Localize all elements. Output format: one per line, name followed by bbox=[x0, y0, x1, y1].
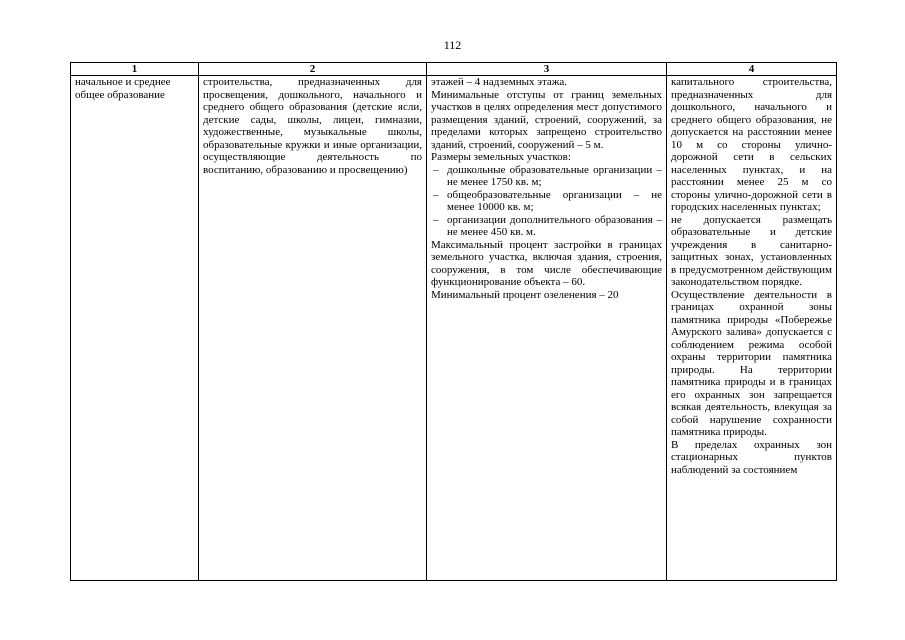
list-item-text: дошкольные образовательные организации – не менее 1750 кв. м; bbox=[447, 163, 662, 188]
dash-bullet-icon: – bbox=[433, 213, 439, 226]
column-header-2: 2 bbox=[199, 63, 427, 76]
regulation-table bbox=[70, 62, 837, 581]
parameters-para-5: Минимальный процент озеленения – 20 bbox=[431, 288, 619, 301]
restrictions-para-4: В пределах охранных зон стационарных пунктов наблюдений за состоянием bbox=[671, 438, 832, 476]
restrictions-para-3: Осуществление деятельности в границах охранной зоны памятника природы «Побережье Амурского залива» допускается с соблюдением режима особой охраны территории памятника природы. На территории памятника природы и в границах его охранных зон запрещается всякая деятельность, влекущая за собой нарушение сохранности памятника природы. bbox=[671, 288, 832, 438]
cell-land-use-type bbox=[71, 76, 199, 581]
parameters-para-4: Максимальный процент застройки в границах земельного участка, включая здания, строения, сооружения, в том числе обеспечивающие функционирование объекта – 60. bbox=[431, 238, 662, 288]
parameters-para-2: Минимальные отступы от границ земельных участков в целях определения мест допустимого размещения зданий, строений, сооружений, за пределами которых запрещено строительство зданий, строений, сооружений – 5 м. bbox=[431, 88, 662, 151]
cell-parameters bbox=[427, 76, 667, 581]
cell-restrictions bbox=[667, 76, 837, 581]
restrictions-para-1: капитального строительства, предназначенных для дошкольного, начального и среднего общего образования, не допускается на расстоянии менее 10 м со стороны улично-дорожной сети в сельских населенных пунктах, и на расстоянии менее 25 м со стороны улично-дорожной сети в городских населенных пунктах; bbox=[671, 76, 832, 213]
column-header-3: 3 bbox=[427, 63, 667, 76]
dash-bullet-icon: – bbox=[433, 188, 439, 201]
description-text: строительства, предназначенных для просвещения, дошкольного, начального и среднего общего образования (детские ясли, детские сады, школы, лицеи, гимназии, художественные, музыкальные школы, образовательные кружки и иные организации, осуществляющие деятельность по воспитанию, образованию и просвещению) bbox=[203, 76, 422, 176]
list-item-text: общеобразовательные организации – не менее 10000 кв. м; bbox=[447, 188, 662, 213]
list-item-text: организации дополнительного образования – не менее 450 кв. м. bbox=[447, 213, 662, 238]
column-header-1: 1 bbox=[71, 63, 199, 76]
restrictions-para-2: не допускается размещать образовательные и детские учреждения в санитарно-защитных зонах, установленных в предусмотренном действующим законодательством порядке. bbox=[671, 213, 832, 288]
list-item bbox=[431, 214, 662, 239]
parameters-para-3: Размеры земельных участков: bbox=[431, 151, 571, 163]
table-header-row bbox=[71, 63, 837, 76]
column-header-4: 4 bbox=[667, 63, 837, 76]
land-use-type-text: начальное и среднее общее образование bbox=[75, 76, 171, 101]
cell-description bbox=[199, 76, 427, 581]
list-item bbox=[431, 164, 662, 189]
page-number: 112 bbox=[443, 38, 462, 52]
list-item bbox=[431, 189, 662, 214]
parameters-para-1: этажей – 4 надземных этажа. bbox=[431, 76, 568, 88]
table-row bbox=[71, 76, 837, 581]
dash-bullet-icon: – bbox=[433, 163, 439, 176]
